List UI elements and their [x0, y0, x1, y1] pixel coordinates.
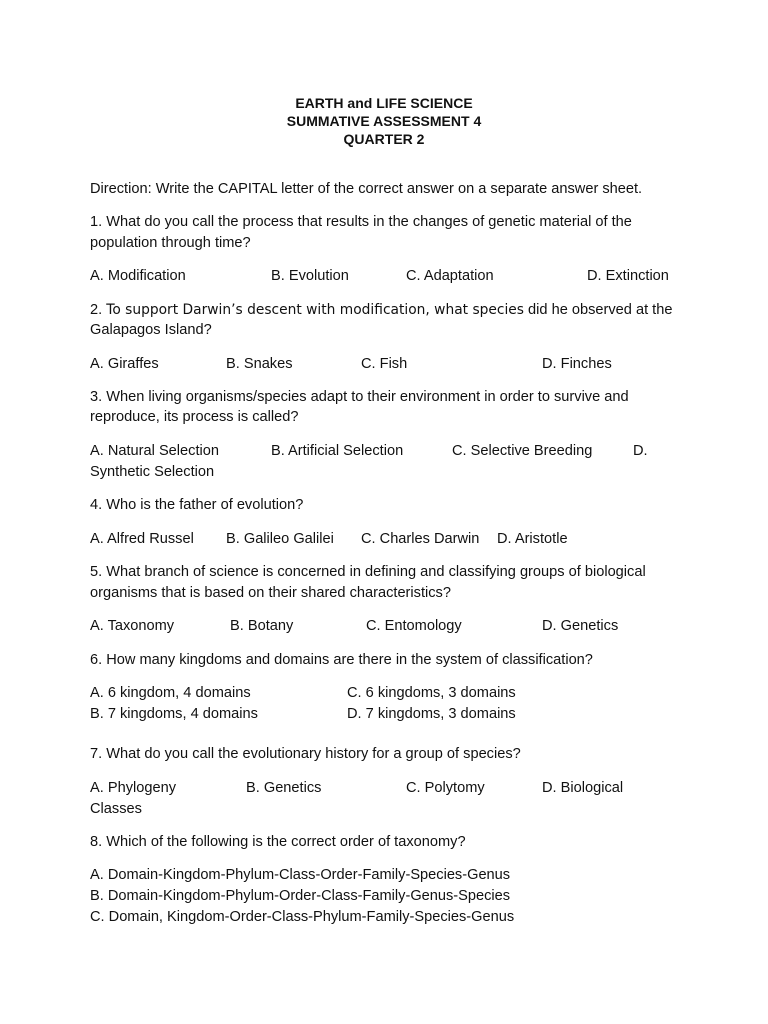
question-8-option-a: A. Domain-Kingdom-Phylum-Class-Order-Family-Species-Genus	[90, 867, 511, 883]
question-6-option-a: A. 6 kingdom, 4 domains	[90, 685, 251, 701]
question-3-option-c: C. Selective Breeding	[452, 443, 593, 459]
question-6-line-1: 6. How many kingdoms and domains are there in the system of classification?	[90, 652, 593, 668]
question-6-option-b: B. 7 kingdoms, 4 domains	[90, 706, 258, 722]
question-5-line-2: organisms that is based on their shared characteristics?	[90, 585, 451, 601]
question-5-line-1: 5. What branch of science is concerned in defining and classifying groups of biological	[90, 564, 646, 580]
question-7-option-a: A. Phylogeny	[90, 780, 176, 796]
document-quarter: QUARTER 2	[343, 131, 425, 147]
question-4-option-a: A. Alfred Russel	[90, 531, 194, 547]
question-8-line-1: 8. Which of the following is the correct order of taxonomy?	[90, 834, 466, 850]
question-7-option-d-continued: Classes	[90, 801, 142, 817]
question-8-option-c: C. Domain, Kingdom-Order-Class-Phylum-Family-Species-Genus	[90, 909, 515, 925]
question-7-option-d: D. Biological	[542, 780, 624, 796]
question-7-option-b: B. Genetics	[246, 780, 322, 796]
direction-text: Direction: Write the CAPITAL letter of the correct answer on a separate answer sheet.	[90, 181, 643, 197]
question-4-option-c: C. Charles Darwin	[361, 531, 480, 547]
question-2-styled-text: To support Darwin’s descent with modification, what species	[106, 302, 524, 318]
question-4-option-b: B. Galileo Galilei	[226, 531, 334, 547]
question-4-option-d: D. Aristotle	[497, 531, 568, 547]
question-1-option-d: D. Extinction	[587, 268, 669, 284]
question-2-option-b: B. Snakes	[226, 356, 293, 372]
document-title: EARTH and LIFE SCIENCE	[295, 95, 473, 111]
question-5-option-a: A. Taxonomy	[90, 618, 175, 634]
question-1-option-c: C. Adaptation	[406, 268, 494, 284]
question-3-line-1: 3. When living organisms/species adapt to their environment in order to survive and	[90, 389, 629, 405]
document-subtitle: SUMMATIVE ASSESSMENT 4	[286, 113, 482, 129]
question-3-option-b: B. Artificial Selection	[271, 443, 404, 459]
question-2-line-2: Galapagos Island?	[90, 322, 212, 338]
question-5-option-d: D. Genetics	[542, 618, 619, 634]
question-5-option-b: B. Botany	[230, 618, 294, 634]
question-2-rest-text: did he observed at the	[524, 302, 673, 318]
question-3-option-a: A. Natural Selection	[90, 443, 219, 459]
question-2-option-a: A. Giraffes	[90, 356, 159, 372]
question-1-line-2: population through time?	[90, 235, 251, 251]
question-8-option-b: B. Domain-Kingdom-Phylum-Order-Class-Family-Genus-Species	[90, 888, 511, 904]
question-2-option-d: D. Finches	[542, 356, 612, 372]
question-7-option-c: C. Polytomy	[406, 780, 485, 796]
question-1-option-a: A. Modification	[90, 268, 186, 284]
question-2-number: 2.	[90, 302, 107, 318]
question-1-option-b: B. Evolution	[271, 268, 349, 284]
question-4-line-1: 4. Who is the father of evolution?	[90, 497, 304, 513]
question-2-line-1	[90, 300, 672, 320]
question-7-line-1: 7. What do you call the evolutionary history for a group of species?	[90, 746, 521, 762]
question-3-option-d-continued: Synthetic Selection	[90, 464, 215, 480]
question-6-option-c: C. 6 kingdoms, 3 domains	[347, 685, 516, 701]
question-3-line-2: reproduce, its process is called?	[90, 409, 299, 425]
question-5-option-c: C. Entomology	[366, 618, 462, 634]
question-3-option-d: D.	[633, 443, 648, 459]
question-6-option-d: D. 7 kingdoms, 3 domains	[347, 706, 516, 722]
question-2-option-c: C. Fish	[361, 356, 408, 372]
question-1-line-1: 1. What do you call the process that results in the changes of genetic material of the	[90, 214, 632, 230]
